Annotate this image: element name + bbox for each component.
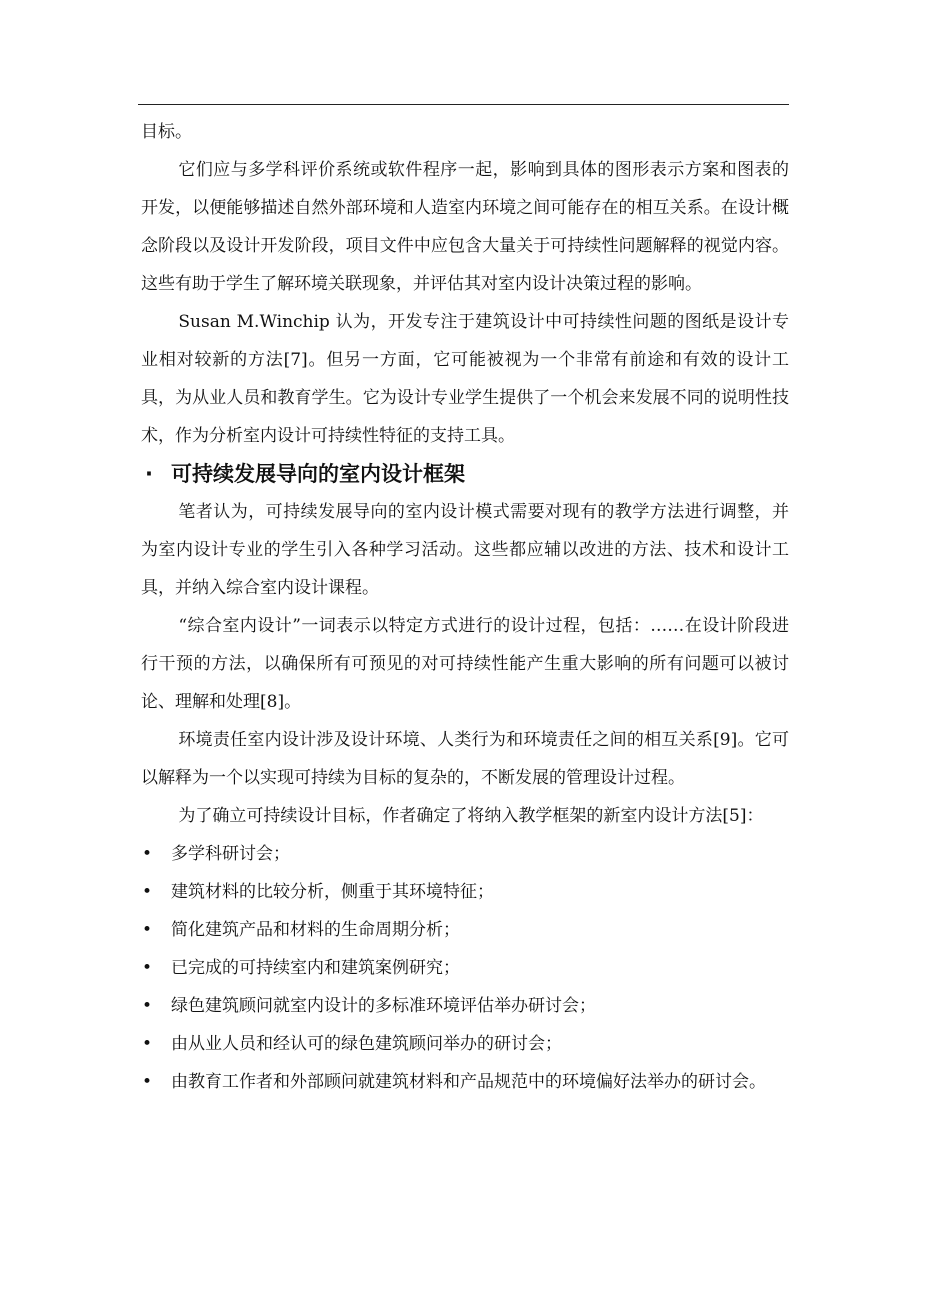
method-list [141,835,789,1101]
list-bullet: • [142,1034,153,1054]
body-paragraph: “综合室内设计”一词表示以特定方式进行的设计过程，包括：……在设计阶段进行干预的方法，以确保所有可预见的对可持续性能产生重大影响的所有问题可以被讨论、理解和处理[8]。 [141,616,789,712]
list-item [141,1063,789,1101]
list-bullet: • [142,920,153,940]
section-title: 可持续发展导向的室内设计框架 [171,462,465,486]
header-rule [138,104,789,105]
list-item-text: 由从业人员和经认可的绿色建筑顾问举办的研讨会； [171,1034,562,1054]
continuation-text: 目标。 [141,122,192,142]
section-bullet: · [145,462,153,486]
list-bullet: • [142,996,153,1016]
list-item-text: 简化建筑产品和材料的生命周期分析； [171,920,460,940]
body-paragraph: 它们应与多学科评价系统或软件程序一起，影响到具体的图形表示方案和图表的开发，以便能够描述自然外部环境和人造室内环境之间可能存在的相互关系。在设计概念阶段以及设计开发阶段，项目文件中应包含大量关于可持续性问题解释的视觉内容。这些有助于学生了解环境关联现象，并评估其对室内设计决策过程的影响。 [141,160,789,294]
list-item [141,1025,789,1063]
list-item-text: 由教育工作者和外部顾问就建筑材料和产品规范中的环境偏好法举办的研讨会。 [171,1072,766,1092]
list-item [141,835,789,873]
body-paragraph: 笔者认为，可持续发展导向的室内设计模式需要对现有的教学方法进行调整，并为室内设计专业的学生引入各种学习活动。这些都应辅以改进的方法、技术和设计工具，并纳入综合室内设计课程。 [141,502,789,598]
body-paragraph: 为了确立可持续设计目标，作者确定了将纳入教学框架的新室内设计方法[5]： [178,806,764,826]
body-paragraph: Susan M.Winchip 认为，开发专注于建筑设计中可持续性问题的图纸是设计专业相对较新的方法[7]。但另一方面，它可能被视为一个非常有前途和有效的设计工具，为从业人员和教育学生。它为设计专业学生提供了一个机会来发展不同的说明性技术，作为分析室内设计可持续性特征的支持工具。 [141,312,789,446]
list-bullet: • [142,882,153,902]
document-body [141,113,789,1101]
body-paragraph: 环境责任室内设计涉及设计环境、人类行为和环境责任之间的相互关系[9]。它可以解释为一个以实现可持续为目标的复杂的，不断发展的管理设计过程。 [141,730,789,788]
list-item-text: 建筑材料的比较分析，侧重于其环境特征； [171,882,494,902]
list-bullet: • [142,844,153,864]
list-item [141,949,789,987]
list-item [141,987,789,1025]
list-bullet: • [142,958,153,978]
list-item [141,873,789,911]
list-bullet: • [142,1072,153,1092]
list-item [141,911,789,949]
list-item-text: 已完成的可持续室内和建筑案例研究； [171,958,460,978]
list-item-text: 多学科研讨会； [171,844,290,864]
section-heading [141,455,789,493]
list-item-text: 绿色建筑顾问就室内设计的多标准环境评估举办研讨会； [171,996,596,1016]
